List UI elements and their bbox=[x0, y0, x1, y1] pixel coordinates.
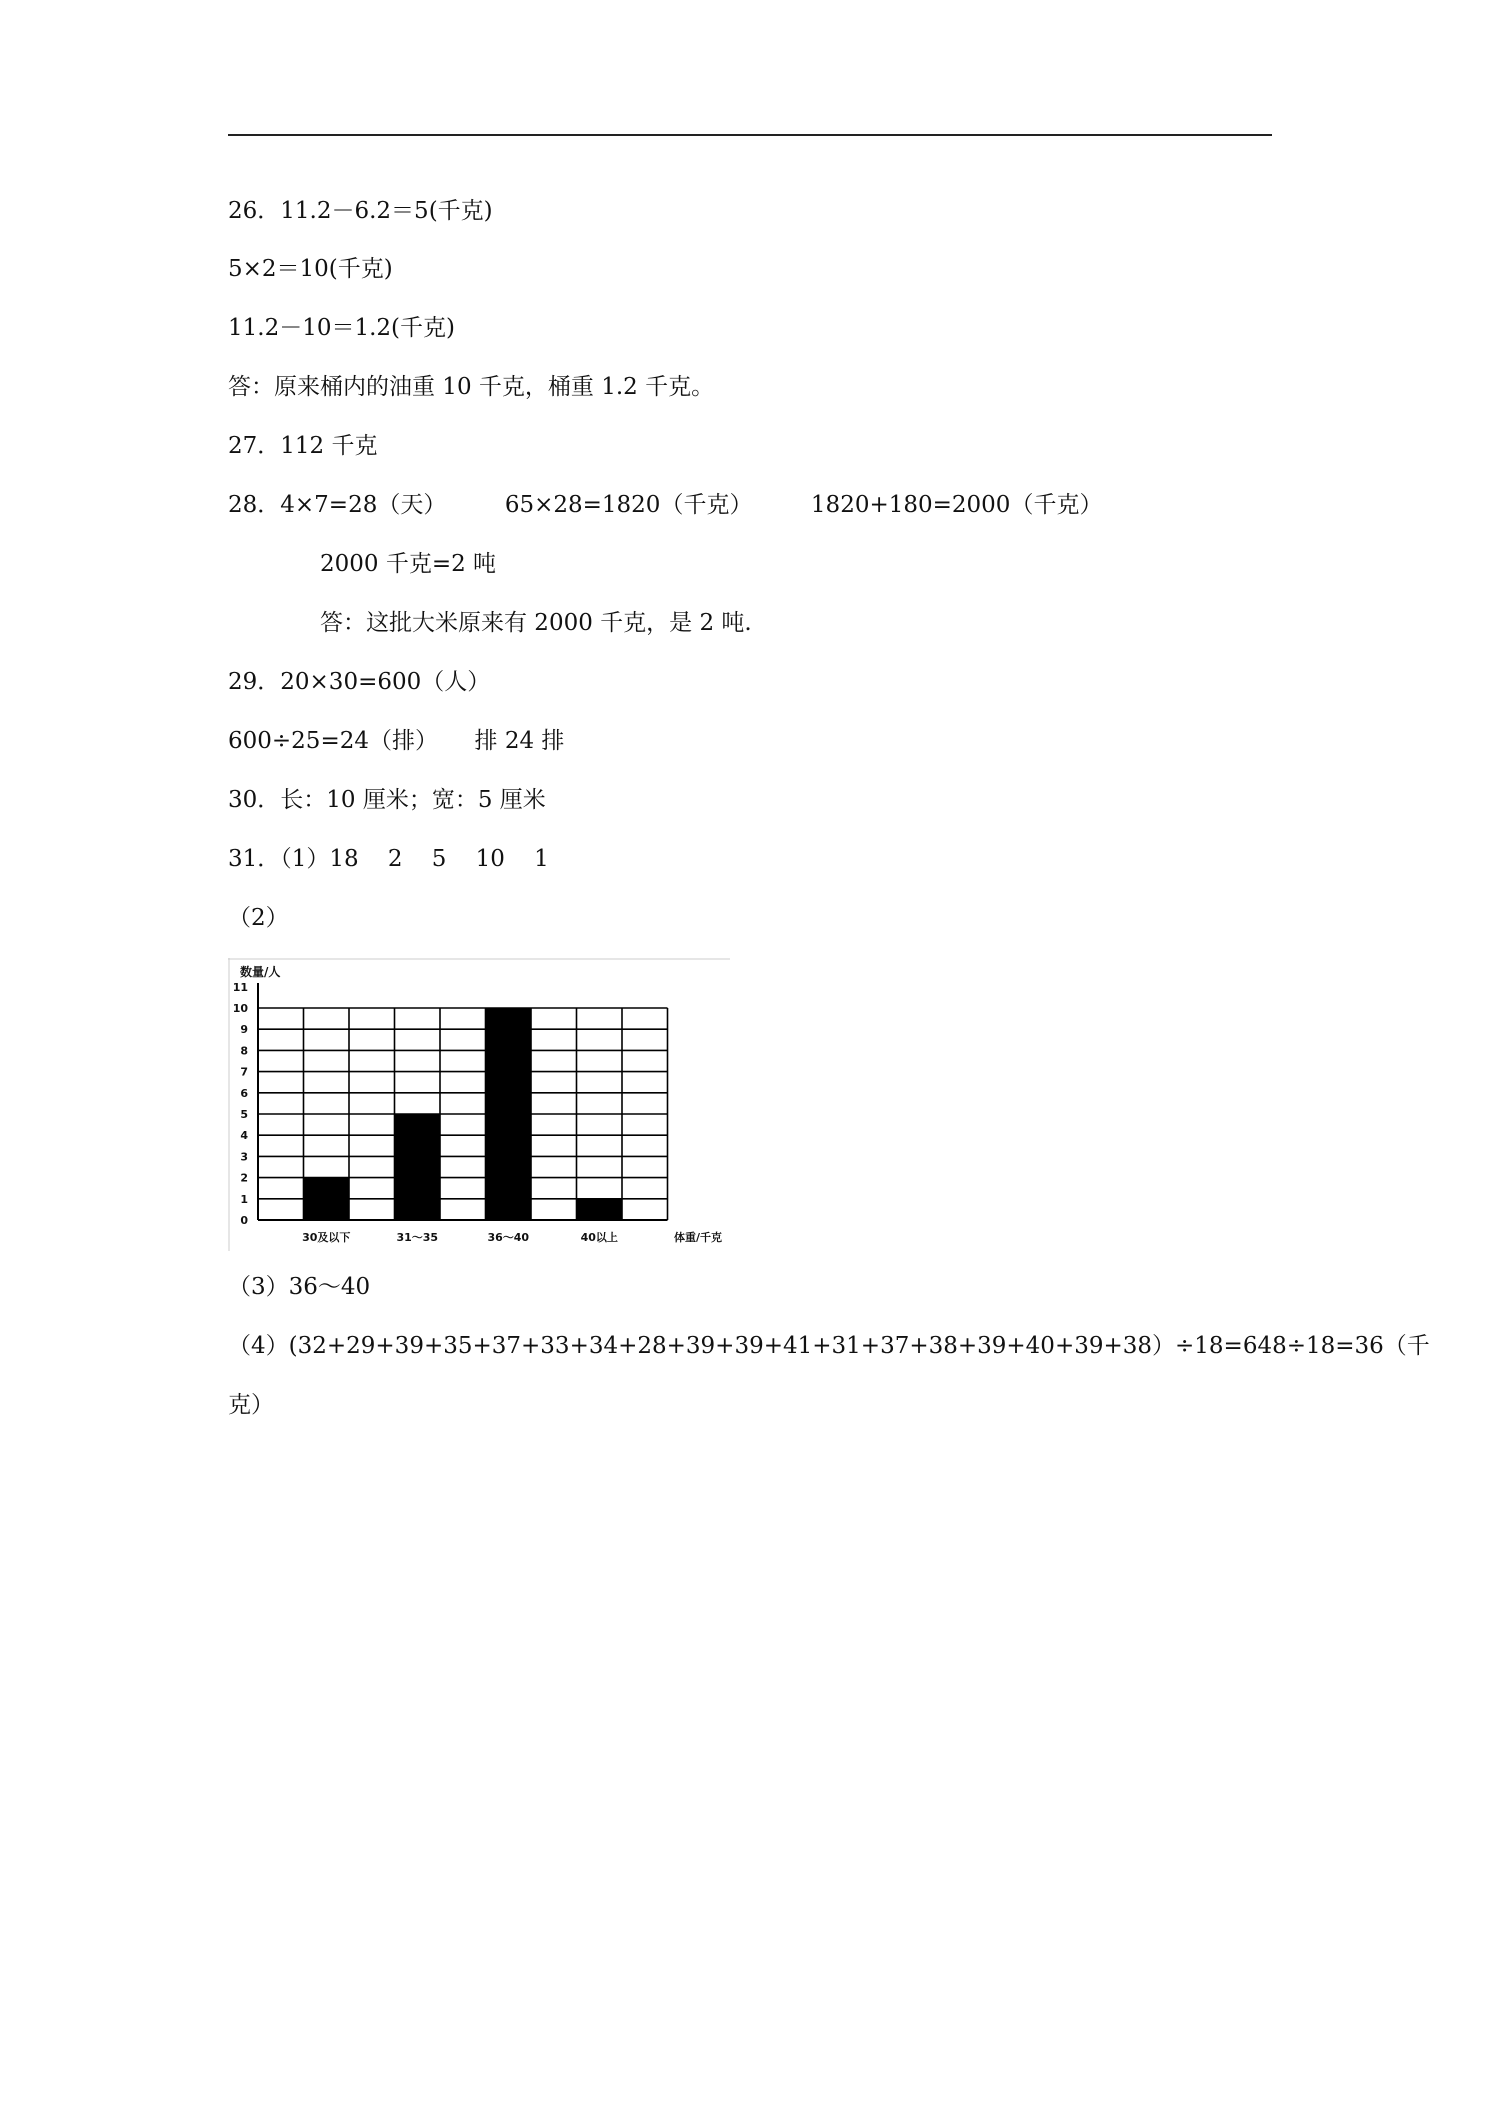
q31-part3: （3）36～40 bbox=[228, 1274, 371, 1300]
q26-line2: 5×2＝10(千克) bbox=[228, 256, 393, 282]
chart-bar bbox=[395, 1114, 441, 1220]
chart-y-tick-label: 11 bbox=[232, 980, 248, 994]
chart-y-axis-label: 数量/人 bbox=[240, 965, 281, 979]
q26-line3: 11.2－10＝1.2(千克) bbox=[228, 315, 456, 341]
q30-line1: 30．长：10 厘米；宽：5 厘米 bbox=[228, 787, 546, 813]
header-rule bbox=[228, 134, 1272, 136]
weight-bar-chart bbox=[228, 958, 730, 1251]
chart-x-tick-label: 40以上 bbox=[580, 1231, 618, 1244]
chart-x-tick-label: 36～40 bbox=[487, 1231, 530, 1244]
chart-y-tick-label: 3 bbox=[240, 1150, 248, 1164]
q26-line1: 26．11.2－6.2＝5(千克) bbox=[228, 198, 493, 224]
chart-y-tick-label: 9 bbox=[240, 1023, 248, 1037]
chart-y-tick-label: 0 bbox=[240, 1214, 248, 1227]
chart-x-tick-label: 31～35 bbox=[396, 1231, 439, 1244]
q31-line1: 31．（1）18 2 5 10 1 bbox=[228, 846, 549, 872]
q28-line2: 2000 千克=2 吨 bbox=[320, 551, 497, 577]
q27-line1: 27．112 千克 bbox=[228, 433, 378, 459]
chart-y-tick-label: 8 bbox=[240, 1044, 248, 1058]
q31-part4-line2: 克） bbox=[228, 1392, 274, 1418]
chart-y-tick-label: 4 bbox=[240, 1129, 248, 1143]
chart-y-tick-label: 5 bbox=[240, 1108, 248, 1121]
q31-part4-line1: （4）(32+29+39+35+37+33+34+28+39+39+41+31+37+38+39+40+39+38）÷18=648÷18=36（千 bbox=[228, 1333, 1430, 1359]
chart-y-tick-label: 7 bbox=[240, 1065, 248, 1079]
q29-line2: 600÷25=24（排） 排 24 排 bbox=[228, 728, 565, 754]
chart-y-tick-label: 10 bbox=[232, 1002, 248, 1015]
chart-y-tick-label: 1 bbox=[240, 1192, 248, 1206]
chart-bar bbox=[577, 1199, 623, 1220]
q31-part2: （2） bbox=[228, 905, 289, 931]
q29-line1: 29．20×30=600（人） bbox=[228, 669, 491, 695]
q28-answer: 答：这批大米原来有 2000 千克，是 2 吨. bbox=[320, 610, 752, 636]
chart-y-tick-label: 6 bbox=[240, 1086, 248, 1100]
q26-answer: 答：原来桶内的油重 10 千克，桶重 1.2 千克。 bbox=[228, 374, 715, 400]
chart-bar bbox=[486, 1008, 532, 1220]
chart-bar bbox=[304, 1178, 350, 1220]
chart-y-tick-label: 2 bbox=[240, 1171, 248, 1185]
chart-x-tick-label: 30及以下 bbox=[302, 1231, 351, 1244]
q28-line1: 28．4×7=28（天） 65×28=1820（千克） 1820+180=2000（千克） bbox=[228, 492, 1103, 518]
chart-x-axis-label: 体重/千克 bbox=[674, 1231, 723, 1244]
